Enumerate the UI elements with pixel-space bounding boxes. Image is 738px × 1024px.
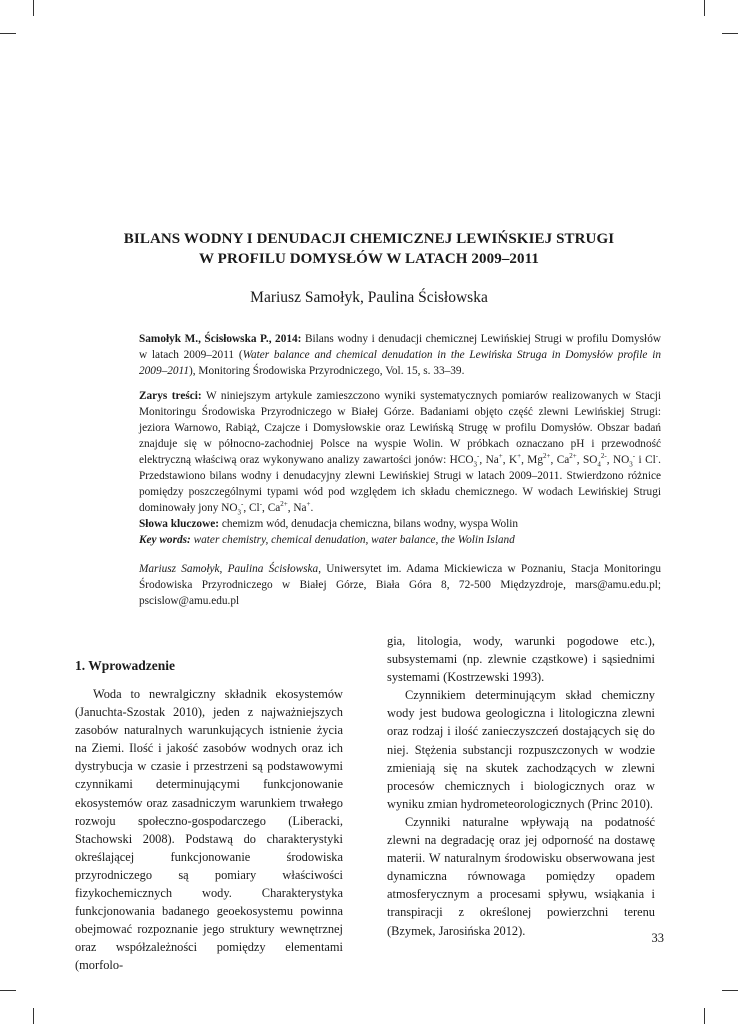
paragraph: Czynniki naturalne wpływają na podatność zlewni na degradację oraz jej odporność na dostawę materii. W naturalnym środowisku obserwowana jest dynamiczna równowaga pomiędzy opadem atmosferycznym a procesami spływu, wsiąkania i transpiracji z określonej powierzchni terenu (Bzymek, Jarosińska 2012). xyxy=(387,814,655,938)
keywords-pl-text: chemizm wód, denudacja chemiczna, bilans wodny, wyspa Wolin xyxy=(219,518,519,530)
section-heading: 1. Wprowadzenie xyxy=(75,658,176,673)
paragraph: Woda to newralgiczny składnik ekosystemów (Januchta-Szostak 2010), jeden z najważniejszych zasobów naturalnych warunkujących istnienie życia na Ziemi. Ilość i jakość zasobów wodnych oraz ich dystrybucja w czasie i przestrzeni są podstawowymi czynnikami determinującymi funkcjonowanie ekosystemów oraz zasadniczym warunkiem trwałego rozwoju społeczno-gospodarczego (Liberacki, Stachowski 2008). Podstawą do charakterystyki określającej funkcjonowanie środowiska przyrodniczego są pomiary właściwości fizykochemicznych wody. Charakterystyka funkcjonowania badanego geoekosystemu powinna obejmować rozpoznanie jego struktury wewnętrznej oraz współzależności pomiędzy elementami (morfolo- xyxy=(75,687,343,973)
citation xyxy=(139,331,661,379)
crop-mark-bottom-left xyxy=(33,1008,34,1024)
crop-mark-left-bottom xyxy=(0,990,16,991)
abstract-label: Zarys treści: xyxy=(139,390,202,402)
title-line-2: W PROFILU DOMYSŁÓW W LATACH 2009–2011 xyxy=(199,251,539,267)
citation-english-title: Water balance and chemical denudation in the Lewińska Struga in Domysłów profile in 2009–2011 xyxy=(139,349,661,377)
keywords-en-text: water chemistry, chemical denudation, water balance, the Wolin Island xyxy=(190,534,515,546)
crop-mark-top-left xyxy=(33,0,34,16)
paragraph: gia, litologia, wody, warunki pogodowe etc.), subsystemami (np. zlewnie cząstkowe) i sąsiednimi systemami (Kostrzewski 1993). xyxy=(387,634,655,685)
affiliation-text: , Uniwersytet im. Adama Mickiewicza w Poznaniu, Stacja Monitoringu Środowiska Przyrodniczego w Białej Górze, Biała Góra 8, 72-500 Międzyzdroje, mars@amu.edu.pl; pscislow@amu.edu.pl xyxy=(139,563,661,607)
affiliation-names: Mariusz Samołyk, Paulina Ścisłowska xyxy=(139,563,319,575)
abstract-text-a: W niniejszym artykule zamieszczono wyniki systematycznych pomiarów realizowanych w Stacji Monitoringu Środowiska Przyrodniczego w Białej Górze. Badaniami objęto część zlewni Lewińskiej Strugi: jeziora Warnowo, Rabiąż, Czajcze i Domysłowskie oraz Lewińską Strugę w profilu Domysłów. Obszar badań znajduje się w północno-zachodniej Polsce na wyspie Wolin. W próbkach oznaczano pH i przewodność elektryczną właściwą oraz wykonywano analizy zawartości jonów: HCO xyxy=(139,390,661,466)
paragraph: Czynnikiem determinującym skład chemiczny wody jest budowa geologiczna i litologiczna zlewni oraz rodzaj i ilość zanieczyszczeń dostających się do niej. Stężenia substancji rozpuszczonych w wodzie zmieniają się na skutek zachodzących w zlewni procesów chemicznych i biologicznych oraz w wyniku zmian hydrometeorologicznych (Princ 2010). xyxy=(387,688,655,811)
citation-text-1: Bilans wodny i denudacji chemicznej Lewińskiej Strugi w profilu Domysłów w latach 2009–2011 ( xyxy=(139,333,662,361)
abstract-text-c: . xyxy=(310,502,314,514)
page-number: 33 xyxy=(651,931,664,945)
crop-mark-right-top xyxy=(722,33,738,34)
keywords xyxy=(139,516,661,548)
keywords-pl-label: Słowa kluczowe: xyxy=(139,518,220,530)
abstract-text-b: . Przedstawiono bilans wodny i denudacyjny zlewni Lewińskiej Strugi w latach 2009–2011. Stwierdzono różnice pomiędzy poszczególnymi typami wód pod względem ich składu chemicznego. W wodach Lewińskiej Strugi dominowały jony NO xyxy=(139,454,661,514)
citation-text-2: ), Monitoring Środowiska Przyrodniczego, Vol. 15, s. 33–39. xyxy=(189,365,465,377)
abstract: Zarys treści: W niniejszym artykule zamieszczono wyniki systematycznych pomiarów realizowanych w Stacji Monitoringu Środowiska Przyrodniczego w Białej Górze. Badaniami objęto część zlewni Lewińskiej Strugi: jeziora Warnowo, Rabiąż, Czajcze i Domysłowskie oraz Lewińską Strugę w profilu Domysłów. Obszar badań znajduje się w północno-zachodniej Polsce na wyspie Wolin. W próbkach oznaczano pH i przewodność elektryczną właściwą oraz wykonywano analizy zawartości jonów: $HCO_3^-$, Na+, K+, $Mg^{2+}$, $Ca^{2+}$, $SO_4^{2-}$, $NO_3^-$ i Cl-. Przedstawiono bilans wodny i denudacyjny zlewni Lewińskiej Strugi w latach 2009–2011. Stwierdzono różnice pomiędzy poszczególnymi typami wód pod względem ich składu chemicznego. W wodach Lewińskiej Strugi dominowały jony $NO_3^-$, Cl-, $Ca^{2+}$, Na+. xyxy=(139,390,661,517)
author-line: Mariusz Samołyk, Paulina Ścisłowska xyxy=(250,289,488,306)
crop-mark-top-right xyxy=(704,0,705,16)
crop-mark-right-bottom xyxy=(722,990,738,991)
crop-mark-left-top xyxy=(0,33,16,34)
crop-mark-bottom-right xyxy=(704,1008,705,1024)
title-line-1: BILANS WODNY I DENUDACJI CHEMICZNEJ LEWIŃSKIEJ STRUGI xyxy=(123,231,615,247)
column-right xyxy=(387,632,655,940)
keywords-en-label: Key words: xyxy=(139,534,191,546)
affiliation xyxy=(139,561,661,609)
paper-title xyxy=(0,229,738,269)
column-left xyxy=(75,657,343,975)
citation-authors: Samołyk M., Ścisłowska P., 2014: xyxy=(139,333,302,345)
